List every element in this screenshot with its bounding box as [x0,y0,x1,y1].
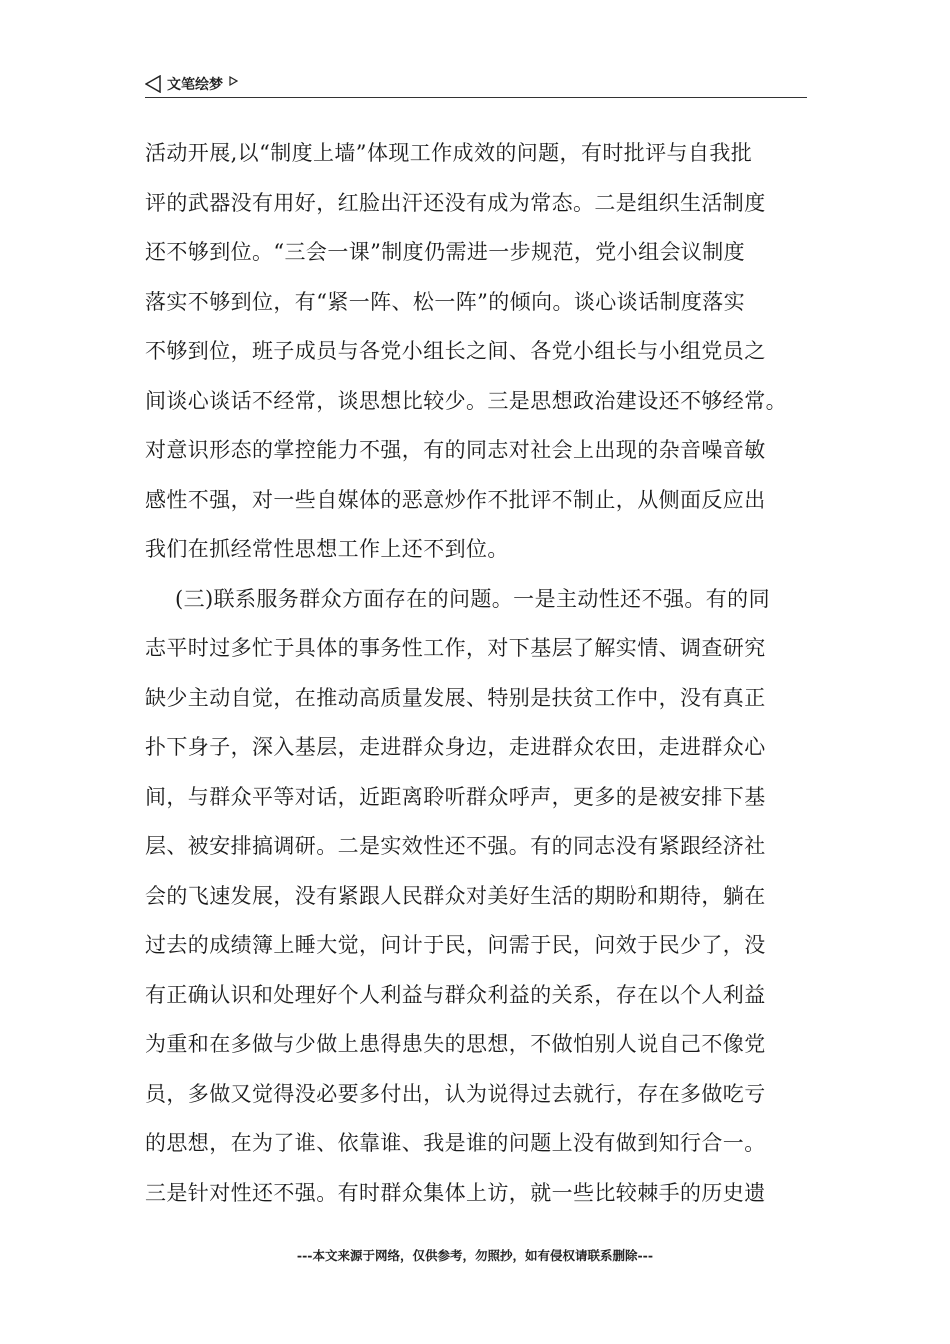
text-line: 对意识形态的掌控能力不强，有的同志对社会上出现的杂音噪音敏 [145,438,766,462]
triangle-right-icon [229,76,238,86]
text-line: 三是针对性还不强。有时群众集体上访，就一些比较棘手的历史遗 [145,1180,766,1205]
text-line: 员，多做又觉得没必要多付出，认为说得过去就行，存在多做吃亏 [145,1081,766,1106]
section-heading-line: (三)联系服务群众方面存在的问题。一是主动性还不强。有的同 [175,586,770,611]
header-brand [145,72,807,96]
text-line: 过去的成绩簿上睡大觉，问计于民，问需于民，问效于民少了，没 [145,933,766,957]
header-divider [145,97,807,98]
footer-notice: ---本文来源于网络，仅供参考，勿照抄，如有侵权请联系删除--- [296,1248,654,1263]
page-header [145,72,807,98]
text-line: 间，与群众平等对话，近距离聆听群众呼声，更多的是被安排下基 [145,784,766,809]
text-line: 落实不够到位，有“紧一阵、松一阵”的倾向。谈心谈话制度落实 [145,289,746,314]
text-line: 我们在抓经常性思想工作上还不到位。 [145,537,509,561]
text-line: 扑下身子，深入基层，走进群众身边，走进群众农田，走进群众心 [145,735,766,759]
text-line: 有正确认识和处理好个人利益与群众利益的关系，存在以个人利益 [145,982,766,1007]
text-line: 为重和在多做与少做上患得患失的思想，不做怕别人说自己不像党 [145,1032,766,1056]
text-line: 志平时过多忙于具体的事务性工作，对下基层了解实情、调查研究 [145,636,766,660]
document-body [145,129,807,1218]
text-line: 评的武器没有用好，红脸出汗还没有成为常态。二是组织生活制度 [145,190,766,215]
text-line: 缺少主动自觉，在推动高质量发展、特别是扶贫工作中，没有真正 [145,685,766,710]
text-line: 感性不强，对一些自媒体的恶意炒作不批评不制止，从侧面反应出 [145,487,766,512]
text-line: 还不够到位。“三会一课”制度仍需进一步规范，党小组会议制度 [145,240,746,264]
text-line: 的思想，在为了谁、依靠谁、我是谁的问题上没有做到知行合一。 [145,1131,766,1155]
triangle-left-icon [145,75,161,93]
text-line: 会的飞速发展，没有紧跟人民群众对美好生活的期盼和期待，躺在 [145,883,766,908]
text-line: 活动开展,以“制度上墙”体现工作成效的问题，有时批评与自我批 [145,141,753,165]
brand-name: 文笔绘梦 [167,77,223,93]
text-line: 间谈心谈话不经常，谈思想比较少。三是思想政治建设还不够经常。 [145,388,787,413]
text-line: 不够到位，班子成员与各党小组长之间、各党小组长与小组党员之 [145,339,766,363]
text-line: 层、被安排搞调研。二是实效性还不强。有的同志没有紧跟经济社 [145,834,766,858]
